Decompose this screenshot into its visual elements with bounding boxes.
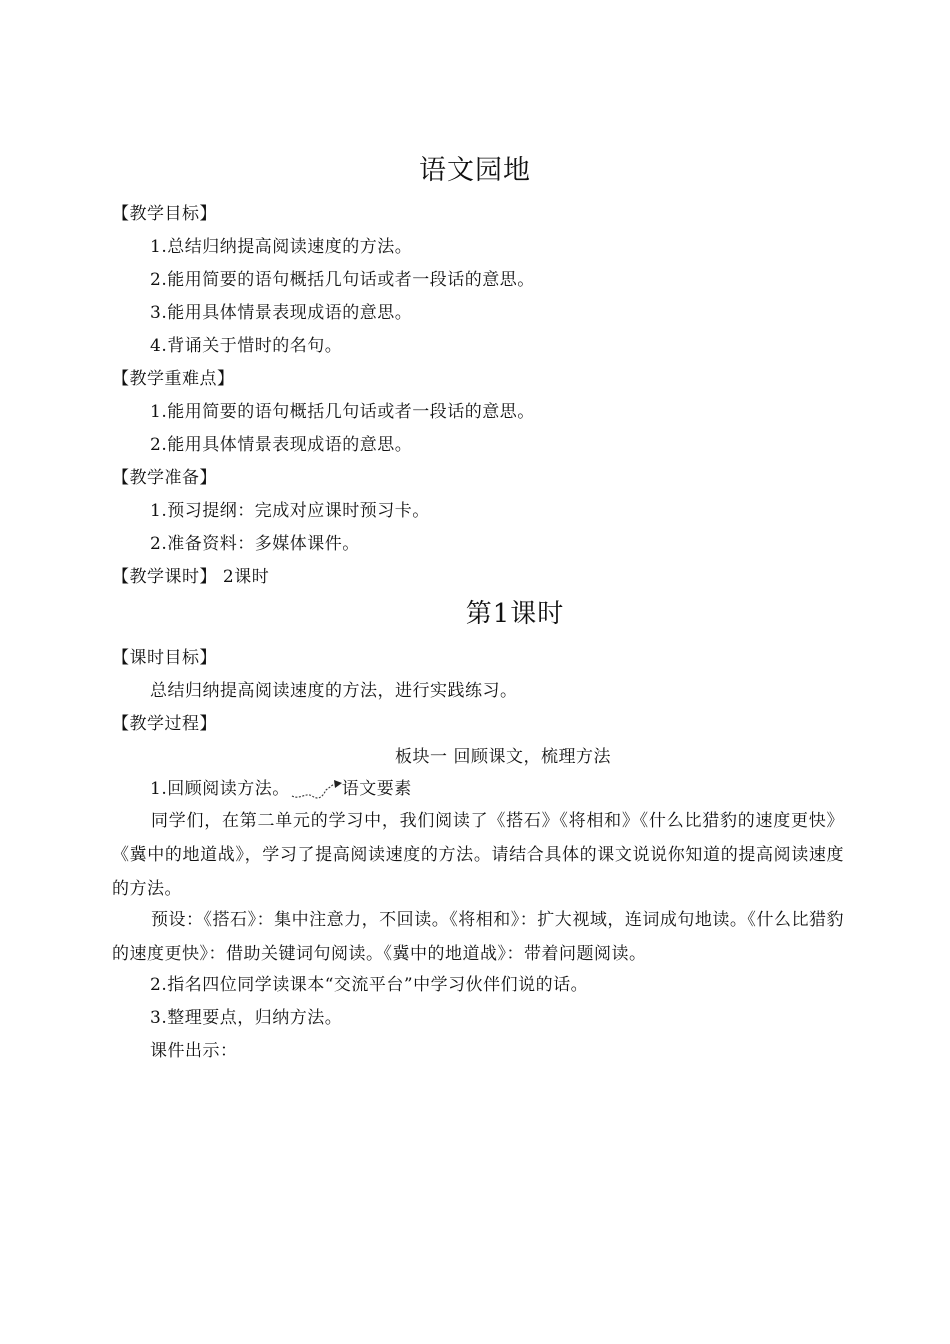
step1-row	[150, 776, 412, 802]
goal-item: 1.总结归纳提高阅读速度的方法。	[150, 237, 413, 257]
lesson-goal-text: 总结归纳提高阅读速度的方法，进行实践练习。	[150, 681, 518, 701]
courseware-label: 课件出示：	[150, 1041, 238, 1061]
step1-note: 语文要素	[341, 779, 412, 799]
step2-text: 2.指名四位同学读课本“交流平台”中学习伙伴们说的话。	[150, 975, 589, 995]
lesson-goal-heading: 【课时目标】	[112, 648, 217, 668]
class-hours-line: 【教学课时】 2课时	[112, 567, 270, 587]
key-points-heading: 【教学重难点】	[112, 369, 235, 389]
prep-item: 2.准备资料：多媒体课件。	[150, 534, 360, 554]
goal-item: 3.能用具体情景表现成语的意思。	[150, 303, 413, 323]
block-title: 板块一 回顾课文，梳理方法	[395, 747, 611, 767]
key-point-item: 2.能用具体情景表现成语的意思。	[150, 435, 413, 455]
goals-heading: 【教学目标】	[112, 204, 217, 224]
step3-text: 3.整理要点，归纳方法。	[150, 1008, 343, 1028]
prep-heading: 【教学准备】	[112, 468, 217, 488]
annotation-arrow-icon	[290, 776, 342, 802]
prep-item: 1.预习提纲：完成对应课时预习卡。	[150, 501, 430, 521]
page-title: 语文园地	[419, 155, 531, 186]
key-point-item: 1.能用简要的语句概括几句话或者一段话的意思。	[150, 402, 535, 422]
paragraph-preset: 预设：《搭石》：集中注意力，不回读。《将相和》：扩大视域，连词成句地读。《什么比猎豹的速度更快》：借助关键词句阅读。《冀中的地道战》：带着问题阅读。	[112, 910, 844, 964]
goal-item: 4.背诵关于惜时的名句。	[150, 336, 343, 356]
process-heading: 【教学过程】	[112, 714, 217, 734]
goal-item: 2.能用简要的语句概括几句话或者一段话的意思。	[150, 270, 535, 290]
step1-text: 1.回顾阅读方法。	[150, 779, 290, 799]
lesson-title: 第1课时	[465, 599, 565, 629]
paragraph-intro: 同学们，在第二单元的学习中，我们阅读了《搭石》《将相和》《什么比猎豹的速度更快》《冀中的地道战》，学习了提高阅读速度的方法。请结合具体的课文说说你知道的提高阅读速度的方法。	[112, 811, 844, 899]
